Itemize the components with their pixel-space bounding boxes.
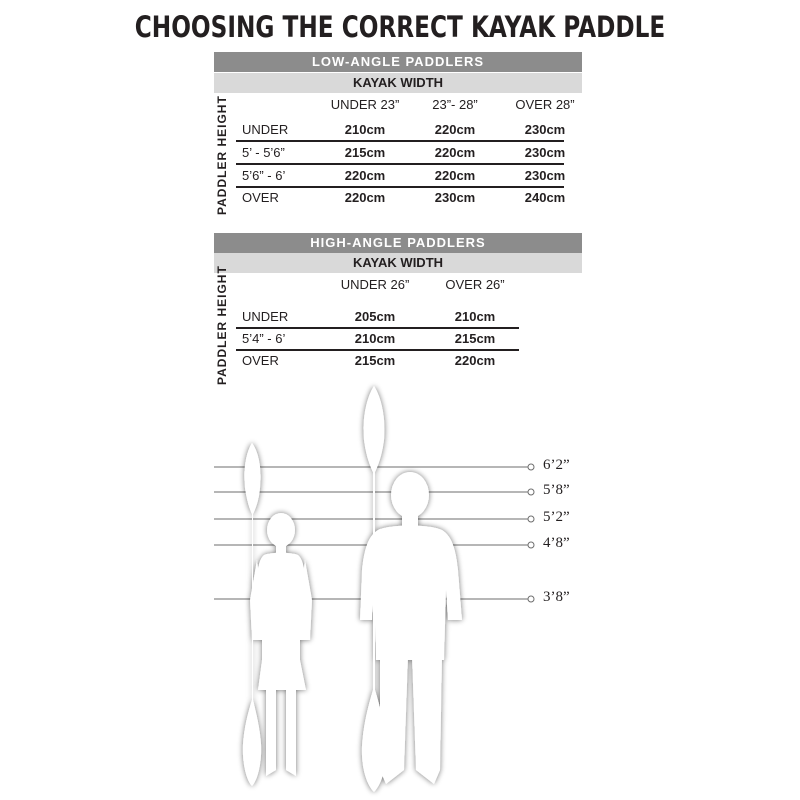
height-label: 4’8” xyxy=(543,535,570,551)
low-angle-subheader: KAYAK WIDTH xyxy=(214,73,582,93)
table-cell: 240cm xyxy=(524,190,566,205)
height-marker-dot xyxy=(528,596,534,602)
row-divider xyxy=(236,163,564,165)
height-label: 5’2” xyxy=(543,509,570,525)
high-col-header-1: UNDER 26” xyxy=(340,277,410,292)
row-label: UNDER xyxy=(242,309,289,324)
high-angle-subheader: KAYAK WIDTH xyxy=(214,253,582,273)
table-row xyxy=(236,188,564,210)
table-cell: 210cm xyxy=(344,122,386,137)
table-cell: 220cm xyxy=(344,190,386,205)
table-cell: 210cm xyxy=(454,309,496,324)
height-label: 3’8” xyxy=(543,589,570,605)
table-row xyxy=(236,120,564,142)
row-label: 5’ - 5’6” xyxy=(242,145,285,160)
page-title: CHOOSING THE CORRECT KAYAK PADDLE xyxy=(134,10,666,44)
table-cell: 220cm xyxy=(434,168,476,183)
row-label: OVER xyxy=(242,190,279,205)
table-cell: 220cm xyxy=(434,145,476,160)
table-cell: 215cm xyxy=(344,145,386,160)
high-angle-side-label: PADDLER HEIGHT xyxy=(215,265,229,385)
high-col-header-2: OVER 26” xyxy=(445,277,505,292)
row-divider xyxy=(236,140,564,142)
table-cell: 215cm xyxy=(454,331,496,346)
high-angle-header: HIGH-ANGLE PADDLERS xyxy=(214,233,582,253)
table-cell: 210cm xyxy=(354,331,396,346)
table-cell: 230cm xyxy=(434,190,476,205)
row-label: 5’6” - 6’ xyxy=(242,168,286,183)
table-row xyxy=(236,351,519,373)
height-marker-dot xyxy=(528,464,534,470)
height-marker-dot xyxy=(528,489,534,495)
low-col-header-2: 23”- 28” xyxy=(432,97,478,112)
table-cell: 220cm xyxy=(434,122,476,137)
table-cell: 230cm xyxy=(524,145,566,160)
low-angle-header: LOW-ANGLE PADDLERS xyxy=(214,52,582,72)
height-label: 6’2” xyxy=(543,457,570,473)
low-col-header-3: OVER 28” xyxy=(515,97,575,112)
row-label: UNDER xyxy=(242,122,289,137)
height-label: 5’8” xyxy=(543,482,570,498)
paddler-illustration xyxy=(0,380,800,800)
table-cell: 230cm xyxy=(524,122,566,137)
row-label: 5’4” - 6’ xyxy=(242,331,286,346)
table-cell: 220cm xyxy=(454,353,496,368)
table-cell: 215cm xyxy=(354,353,396,368)
low-angle-side-label: PADDLER HEIGHT xyxy=(215,95,229,215)
table-cell: 220cm xyxy=(344,168,386,183)
low-col-header-1: UNDER 23” xyxy=(330,97,400,112)
table-row xyxy=(236,143,564,165)
height-marker-dot xyxy=(528,516,534,522)
table-row xyxy=(236,307,519,329)
height-marker-dot xyxy=(528,542,534,548)
table-row xyxy=(236,166,564,188)
table-row xyxy=(236,329,519,351)
row-label: OVER xyxy=(242,353,279,368)
table-cell: 230cm xyxy=(524,168,566,183)
table-cell: 205cm xyxy=(354,309,396,324)
